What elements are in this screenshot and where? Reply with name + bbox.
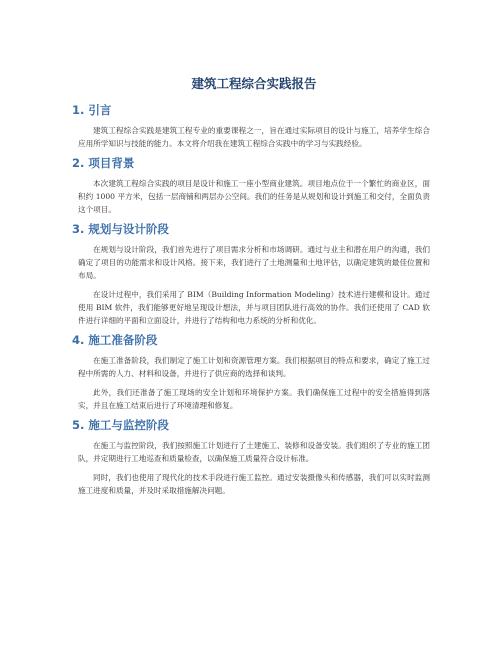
paragraph: 本次建筑工程综合实践的项目是设计和施工一座小型商业建筑。项目地点位于一个繁忙的商业区，面积约 1000 平方米，包括一层商铺和两层办公空间。我们的任务是从规划和设计到施工和交付，全面负责这个项目。 <box>78 179 430 214</box>
section-project-background <box>72 156 430 216</box>
section-construction-monitoring <box>72 418 430 497</box>
document-title: 建筑工程综合实践报告 <box>191 76 317 91</box>
paragraph: 建筑工程综合实践是建筑工程专业的重要课程之一，旨在通过实际项目的设计与施工，培养学生综合应用所学知识与技能的能力。本文将介绍我在建筑工程综合实践中的学习与实践经验。 <box>78 126 430 148</box>
section-heading: 2. 项目背景 <box>72 156 135 170</box>
section-construction-preparation <box>72 333 430 412</box>
paragraph: 在施工准备阶段，我们制定了施工计划和资源管理方案。我们根据项目的特点和要求，确定了施工过程中所需的人力、材料和设备，并进行了供应商的选择和谈判。 <box>78 356 430 378</box>
section-heading: 5. 施工与监控阶段 <box>72 418 169 432</box>
section-heading: 4. 施工准备阶段 <box>72 333 158 347</box>
section-heading: 1. 引言 <box>72 103 112 117</box>
section-planning-design <box>72 222 430 327</box>
paragraph: 在规划与设计阶段，我们首先进行了项目需求分析和市场调研。通过与业主和潜在用户的沟通，我们确定了项目的功能需求和设计风格。接下来，我们进行了土地测量和土地评估，以确定建筑的最佳位置和布局。 <box>78 245 430 280</box>
paragraph: 在设计过程中，我们采用了 BIM（Building Information Modeling）技术进行建模和设计。通过使用 BIM 软件，我们能够更好地呈现设计想法，并与项目团队进行高效的协作。我们还使用了 CAD 软件进行详细的平面和立面设计，并进行了结构和电力系统的分析和优化。 <box>78 290 430 325</box>
paragraph: 此外，我们还准备了施工现场的安全计划和环境保护方案。我们确保施工过程中的安全措施得到落实，并且在施工结束后进行了环境清理和修复。 <box>78 388 430 410</box>
section-heading: 3. 规划与设计阶段 <box>72 222 169 236</box>
paragraph: 同时，我们也使用了现代化的技术手段进行施工监控。通过安装摄像头和传感器，我们可以实时监测施工进度和质量，并及时采取措施解决问题。 <box>78 473 430 495</box>
paragraph: 在施工与监控阶段，我们按照施工计划进行了土建施工、装修和设备安装。我们组织了专业的施工团队，并定期进行工地巡查和质量检查，以确保施工质量符合设计标准。 <box>78 441 430 463</box>
section-introduction <box>72 103 430 150</box>
